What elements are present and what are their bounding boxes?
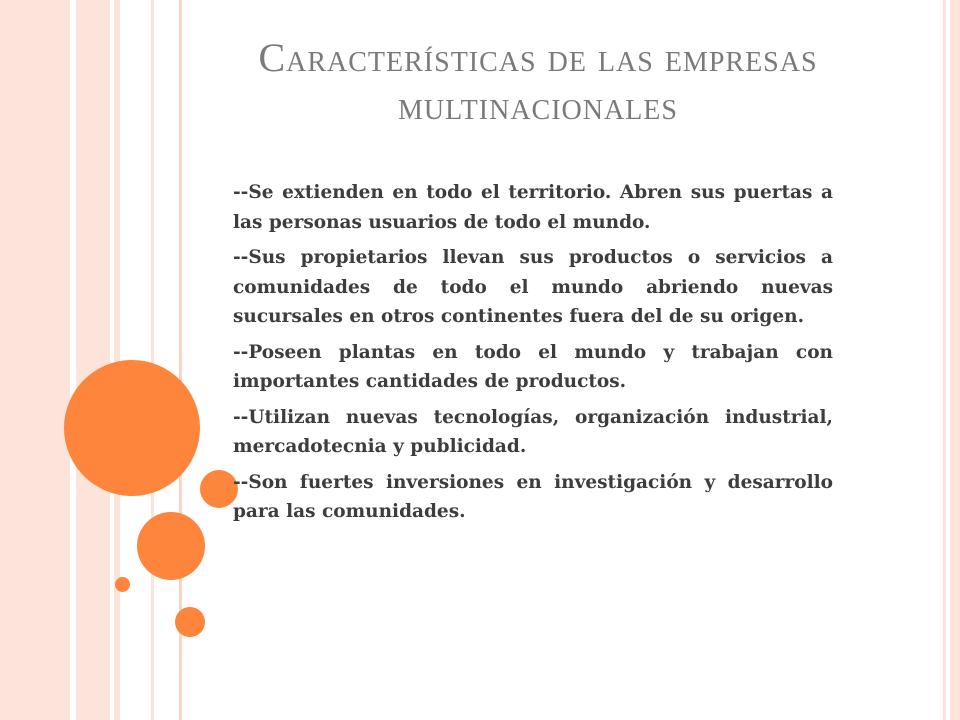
background-stripe <box>0 0 70 720</box>
bullet-paragraph: --Se extienden en todo el territorio. Abren sus puertas a las personas usuarios de todo el mundo. <box>233 182 833 233</box>
bullet-paragraph: --Son fuertes inversiones en investigación y desarrollo para las comunidades. <box>233 471 833 522</box>
decorative-circle <box>64 360 200 496</box>
background-stripe <box>151 0 154 720</box>
slide-title: Características de las empresas multinacionales <box>258 35 818 128</box>
background-stripe <box>950 0 960 720</box>
bullet-paragraph: --Poseen plantas en todo el mundo y trabajan con importantes cantidades de productos. <box>233 341 833 392</box>
bullet-paragraph: --Utilizan nuevas tecnologías, organización industrial, mercadotecnia y publicidad. <box>233 406 833 457</box>
bullet-paragraph: --Sus propietarios llevan sus productos o servicios a comunidades de todo el mundo abriendo nuevas sucursales en otros continentes fuera del de su origen. <box>233 247 833 327</box>
background-stripe <box>943 0 946 720</box>
background-stripe <box>76 0 110 720</box>
background-stripe <box>114 0 120 720</box>
decorative-circle <box>115 577 130 592</box>
decorative-circle <box>137 512 205 580</box>
slide-body <box>233 178 833 533</box>
decorative-circle <box>175 607 205 637</box>
